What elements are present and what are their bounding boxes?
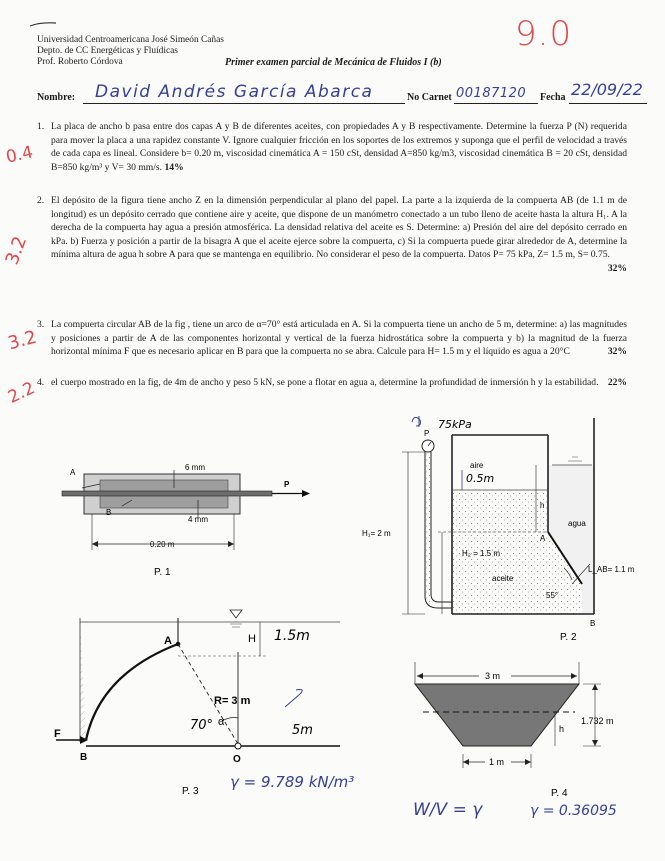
p1-bottom-gap: 4 mm [188, 515, 208, 524]
p4-height: 1.732 m [581, 716, 614, 726]
p3-hand-angle: 70° [190, 718, 214, 733]
question-text: La placa de ancho b pasa entre dos capas A y B de diferentes aceites, con propiedades A y B respectivamente. Determine la fuerza P (N) requerida para mover la placa a una rapidez constante V. Ignore cualquier fricción en los soportes de los extremos y suponga que el perfil de velocidad a través de cada capa es lineal. Considere b= 0.20 m, viscosidad cinemática A = 150 cSt, densidad A=850 kg/m3, viscosidad cinemática B = 20 cSt, densidad B=850 kg/m³ y V= 30 mm/s. 14% [51, 121, 627, 173]
p2-label-oil: aceite [492, 574, 514, 583]
header-block [37, 35, 442, 68]
figure-p4 [405, 658, 655, 798]
question-percent: 32% [607, 346, 627, 358]
date-label: Fecha [540, 92, 566, 103]
exam-title: Primer examen parcial de Mecánica de Fluidos I (b) [225, 57, 442, 68]
question-number: 3. [37, 319, 45, 330]
p2-label-h1: H₁= 2 m [362, 529, 391, 538]
score-q4: 2.2 [5, 378, 39, 408]
p3-label-alpha: α [218, 716, 225, 728]
p3-hand-arc: 5m [292, 723, 313, 738]
date-underline [569, 103, 647, 104]
corner-scribble [28, 20, 58, 30]
p3-label-h: H [248, 633, 256, 645]
p2-hand-air: 0.5m [466, 472, 495, 485]
question-2 [37, 194, 627, 276]
university-name: Universidad Centroamericana José Simeón Cañas [37, 35, 224, 45]
p4-caption: P. 4 [551, 788, 568, 799]
p4-top-width: 3 m [485, 671, 501, 681]
hand-gamma: γ = 9.789 kN/m³ [230, 773, 355, 791]
p3-label-b: B [80, 752, 88, 763]
p3-hand-h: 1.5m [274, 628, 310, 644]
question-3 [37, 318, 627, 359]
p2-label-angle: 55° [546, 591, 559, 600]
question-percent: 14% [164, 161, 184, 173]
question-text: el cuerpo mostrado en la fig, de 4m de ancho y peso 5 kN, se pone a flotar en agua a, determine la profundidad de inmersión h y la estabilidad. 22% [51, 377, 627, 388]
p1-caption: P. 1 [154, 567, 171, 578]
p3-label-r: R= 3 m [214, 695, 251, 707]
p1-top-gap: 6 mm [185, 463, 205, 472]
student-info-row [37, 80, 647, 106]
question-number: 2. [37, 195, 45, 206]
carnet-underline [454, 103, 538, 104]
question-4 [37, 376, 627, 390]
p4-label-h: h [559, 724, 565, 734]
p3-label-f: F [54, 728, 61, 740]
p4-bottom-width: 1 m [489, 757, 505, 767]
p1-label-b: B [106, 508, 112, 517]
question-text: El depósito de la figura tiene ancho Z en la dimensión perpendicular al plano del papel. La parte a la izquierda de la compuerta AB (de 1.1 m de longitud) es un depósito cerrado que contiene aire y aceite, que dispone de un manómetro conectado a un tubo lleno de aceite hasta la altura H₁. A la derecha de la compuerta hay agua a presión atmosférica. La densidad relativa del aceite es S. Determine: a) Presión del aire del depósito cerrado en kPa. b) Fuerza y posición a partir de la bisagra A que el aceite ejerce sobre la compuerta, c) Si la compuerta puede girar alrededor de A, determine la mínima altura de agua h sobre A para que se mantenga en equilibrio. No considerar el peso de la compuerta. Datos P= 75 kPa, Z= 1.5 m, S= 0.75. 32% [51, 195, 627, 274]
carnet-label: No Carnet [407, 92, 452, 103]
p2-label-h2: H₂ = 1.5 m [462, 549, 501, 558]
p1-width: 0.20 m [150, 540, 175, 549]
p2-label-a: A [540, 534, 546, 543]
score-q1: 0.4 [4, 142, 35, 168]
hand-gamma-result: γ = 0.36095 [530, 803, 617, 819]
p3-caption: P. 3 [182, 786, 199, 797]
department-name: Depto. de CC Energéticas y Fluídicas [37, 46, 178, 56]
p1-label-a: A [70, 468, 76, 477]
name-underline [83, 103, 405, 104]
p2-caption: P. 2 [560, 632, 577, 643]
p2-hand-pressure: 75kPa [438, 418, 472, 431]
question-text: La compuerta circular AB de la fig , tiene un arco de α=70° está articulada en A. Si la compuerta tiene un ancho de 5 m, determine: a) las magnitudes y posiciones a partir de A de las componentes horizontal y vertical de la fuerza hidrostática sobre la compuerta y b) la magnitud de la fuerza horizontal mínima F que es necesario aplicar en B para que la compuerta no se abra. Calcule para H= 1.5 m y el líquido es agua a 20°C 32% [51, 319, 627, 358]
name-label: Nombre: [37, 92, 76, 103]
question-percent: 22% [607, 377, 627, 388]
name-value: David Andrés García Abarca [95, 82, 374, 102]
p3-label-o: O [233, 754, 241, 765]
question-percent: 32% [607, 262, 627, 274]
question-1 [37, 120, 627, 174]
p2-label-p: P [424, 429, 430, 438]
professor-name: Prof. Roberto Córdova [37, 57, 123, 67]
figure-p2 [350, 408, 662, 644]
p2-label-water: agua [568, 519, 586, 528]
hand-wv-equation: W/V = γ [413, 800, 483, 820]
figure-p1 [62, 460, 312, 585]
score-q3: 3.2 [5, 326, 39, 355]
p3-label-a: A [164, 635, 172, 647]
p1-label-p: P [284, 480, 290, 489]
grade-mark: 9.0 [515, 14, 573, 54]
carnet-value: 00187120 [456, 86, 527, 101]
question-number: 4. [37, 377, 45, 388]
p2-label-h: h [540, 501, 545, 510]
date-value: 22/09/22 [571, 80, 643, 99]
question-number: 1. [37, 121, 45, 132]
p2-label-air: aire [470, 461, 484, 470]
p2-label-b: B [590, 619, 596, 628]
score-q2: 3.2 [1, 233, 32, 268]
p2-label-lab: L_AB= 1.1 m [588, 565, 635, 574]
